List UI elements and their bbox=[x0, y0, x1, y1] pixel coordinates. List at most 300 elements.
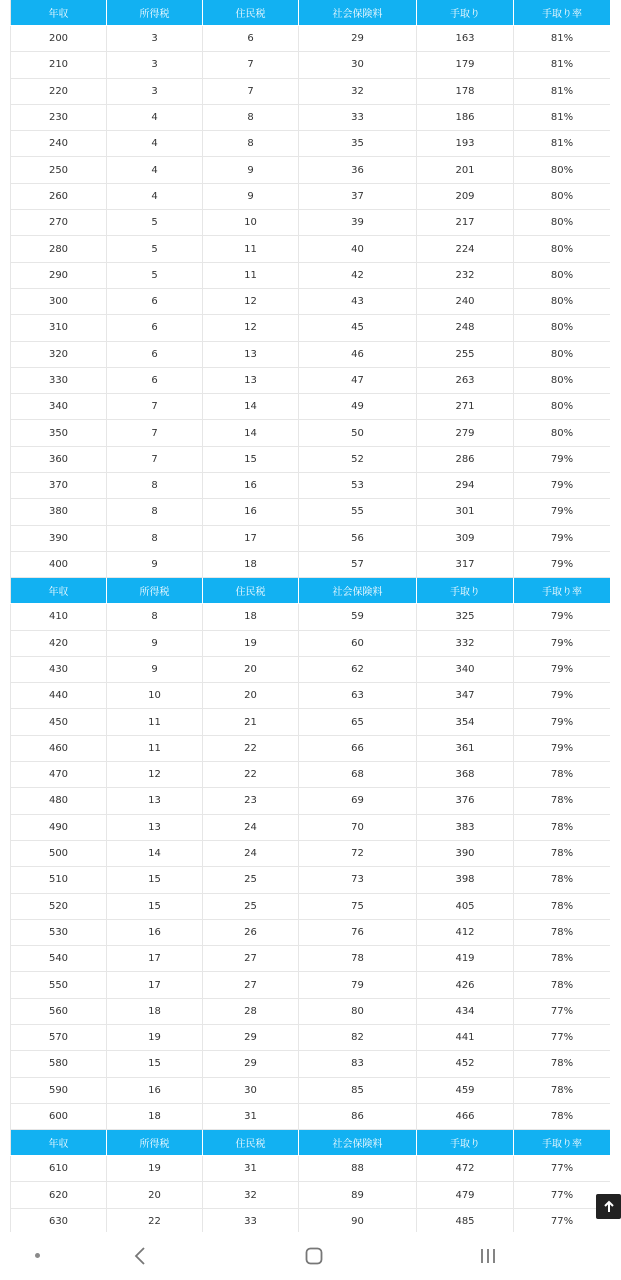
table-row bbox=[11, 262, 611, 288]
table-cell: 14 bbox=[107, 840, 203, 866]
table-cell: 220 bbox=[11, 78, 107, 104]
table-cell: 361 bbox=[417, 735, 514, 761]
table-cell: 36 bbox=[299, 157, 417, 183]
table-cell: 383 bbox=[417, 814, 514, 840]
table-cell: 16 bbox=[203, 499, 299, 525]
column-header: 年収 bbox=[11, 0, 107, 26]
column-header: 所得税 bbox=[107, 0, 203, 26]
column-header: 手取り率 bbox=[514, 1130, 611, 1156]
table-cell: 570 bbox=[11, 1024, 107, 1050]
column-header: 所得税 bbox=[107, 1130, 203, 1156]
table-cell: 90 bbox=[299, 1208, 417, 1232]
table-cell: 232 bbox=[417, 262, 514, 288]
table-cell: 15 bbox=[107, 867, 203, 893]
table-cell: 78% bbox=[514, 972, 611, 998]
table-cell: 350 bbox=[11, 420, 107, 446]
table-cell: 370 bbox=[11, 473, 107, 499]
table-cell: 8 bbox=[107, 604, 203, 630]
table-cell: 78% bbox=[514, 867, 611, 893]
table-cell: 78% bbox=[514, 814, 611, 840]
table-cell: 510 bbox=[11, 867, 107, 893]
table-cell: 78% bbox=[514, 840, 611, 866]
table-row bbox=[11, 919, 611, 945]
table-cell: 80% bbox=[514, 210, 611, 236]
table-cell: 4 bbox=[107, 131, 203, 157]
salary-table-body bbox=[11, 0, 611, 1232]
table-cell: 286 bbox=[417, 446, 514, 472]
table-row bbox=[11, 893, 611, 919]
table-cell: 78% bbox=[514, 946, 611, 972]
table-row bbox=[11, 1103, 611, 1129]
table-cell: 60 bbox=[299, 630, 417, 656]
table-row bbox=[11, 1077, 611, 1103]
column-header: 住民税 bbox=[203, 578, 299, 604]
table-row bbox=[11, 814, 611, 840]
table-cell: 9 bbox=[107, 656, 203, 682]
table-cell: 83 bbox=[299, 1051, 417, 1077]
table-cell: 630 bbox=[11, 1208, 107, 1232]
table-cell: 18 bbox=[203, 551, 299, 577]
table-cell: 79% bbox=[514, 499, 611, 525]
table-cell: 39 bbox=[299, 210, 417, 236]
table-cell: 12 bbox=[107, 762, 203, 788]
table-cell: 347 bbox=[417, 683, 514, 709]
column-header: 手取り bbox=[417, 0, 514, 26]
table-row bbox=[11, 131, 611, 157]
table-cell: 18 bbox=[107, 1103, 203, 1129]
table-cell: 25 bbox=[203, 867, 299, 893]
table-cell: 57 bbox=[299, 551, 417, 577]
table-cell: 86 bbox=[299, 1103, 417, 1129]
table-row bbox=[11, 946, 611, 972]
table-cell: 65 bbox=[299, 709, 417, 735]
scroll-to-top-button[interactable] bbox=[596, 1194, 621, 1219]
table-cell: 520 bbox=[11, 893, 107, 919]
table-cell: 63 bbox=[299, 683, 417, 709]
table-row bbox=[11, 26, 611, 52]
dot-icon bbox=[35, 1253, 40, 1258]
table-cell: 200 bbox=[11, 26, 107, 52]
table-row bbox=[11, 840, 611, 866]
table-cell: 31 bbox=[203, 1156, 299, 1182]
table-cell: 380 bbox=[11, 499, 107, 525]
table-row bbox=[11, 604, 611, 630]
table-cell: 560 bbox=[11, 998, 107, 1024]
table-cell: 79% bbox=[514, 525, 611, 551]
table-row bbox=[11, 788, 611, 814]
table-cell: 32 bbox=[299, 78, 417, 104]
table-cell: 80 bbox=[299, 998, 417, 1024]
column-header: 社会保険料 bbox=[299, 1130, 417, 1156]
table-cell: 77% bbox=[514, 1156, 611, 1182]
table-cell: 5 bbox=[107, 210, 203, 236]
table-cell: 340 bbox=[417, 656, 514, 682]
table-cell: 20 bbox=[203, 656, 299, 682]
table-header-row bbox=[11, 0, 611, 26]
table-row bbox=[11, 420, 611, 446]
table-cell: 470 bbox=[11, 762, 107, 788]
table-cell: 376 bbox=[417, 788, 514, 814]
table-cell: 16 bbox=[107, 919, 203, 945]
table-cell: 430 bbox=[11, 656, 107, 682]
table-cell: 179 bbox=[417, 52, 514, 78]
table-cell: 77% bbox=[514, 1024, 611, 1050]
table-cell: 280 bbox=[11, 236, 107, 262]
table-cell: 43 bbox=[299, 288, 417, 314]
table-cell: 460 bbox=[11, 735, 107, 761]
table-cell: 35 bbox=[299, 131, 417, 157]
table-cell: 279 bbox=[417, 420, 514, 446]
table-cell: 7 bbox=[203, 52, 299, 78]
table-cell: 5 bbox=[107, 262, 203, 288]
table-cell: 3 bbox=[107, 78, 203, 104]
table-cell: 20 bbox=[203, 683, 299, 709]
table-cell: 310 bbox=[11, 315, 107, 341]
table-cell: 29 bbox=[203, 1051, 299, 1077]
table-row bbox=[11, 78, 611, 104]
table-cell: 6 bbox=[107, 288, 203, 314]
system-navigation-bar bbox=[0, 1232, 621, 1280]
table-cell: 485 bbox=[417, 1208, 514, 1232]
column-header: 住民税 bbox=[203, 0, 299, 26]
table-cell: 79 bbox=[299, 972, 417, 998]
table-cell: 590 bbox=[11, 1077, 107, 1103]
column-header: 年収 bbox=[11, 1130, 107, 1156]
table-cell: 209 bbox=[417, 183, 514, 209]
table-cell: 78% bbox=[514, 762, 611, 788]
table-cell: 82 bbox=[299, 1024, 417, 1050]
table-cell: 620 bbox=[11, 1182, 107, 1208]
table-row bbox=[11, 656, 611, 682]
table-cell: 80% bbox=[514, 157, 611, 183]
table-cell: 309 bbox=[417, 525, 514, 551]
table-cell: 11 bbox=[203, 262, 299, 288]
table-cell: 480 bbox=[11, 788, 107, 814]
table-cell: 17 bbox=[107, 972, 203, 998]
table-cell: 78% bbox=[514, 919, 611, 945]
table-cell: 325 bbox=[417, 604, 514, 630]
table-cell: 80% bbox=[514, 236, 611, 262]
table-cell: 6 bbox=[203, 26, 299, 52]
table-cell: 8 bbox=[203, 131, 299, 157]
table-cell: 7 bbox=[107, 446, 203, 472]
column-header: 手取り率 bbox=[514, 0, 611, 26]
table-row bbox=[11, 867, 611, 893]
table-row bbox=[11, 236, 611, 262]
table-cell: 18 bbox=[203, 604, 299, 630]
table-cell: 186 bbox=[417, 104, 514, 130]
table-cell: 33 bbox=[203, 1208, 299, 1232]
table-cell: 70 bbox=[299, 814, 417, 840]
table-cell: 368 bbox=[417, 762, 514, 788]
table-cell: 610 bbox=[11, 1156, 107, 1182]
table-cell: 22 bbox=[203, 762, 299, 788]
table-cell: 40 bbox=[299, 236, 417, 262]
table-row bbox=[11, 341, 611, 367]
table-row bbox=[11, 525, 611, 551]
table-cell: 76 bbox=[299, 919, 417, 945]
table-cell: 217 bbox=[417, 210, 514, 236]
table-cell: 81% bbox=[514, 78, 611, 104]
table-cell: 270 bbox=[11, 210, 107, 236]
table-cell: 440 bbox=[11, 683, 107, 709]
table-cell: 12 bbox=[203, 315, 299, 341]
table-header-row bbox=[11, 1130, 611, 1156]
table-cell: 62 bbox=[299, 656, 417, 682]
table-cell: 81% bbox=[514, 52, 611, 78]
table-row bbox=[11, 446, 611, 472]
table-cell: 80% bbox=[514, 262, 611, 288]
table-cell: 320 bbox=[11, 341, 107, 367]
table-cell: 81% bbox=[514, 131, 611, 157]
back-chevron-icon[interactable] bbox=[132, 1245, 148, 1267]
table-row bbox=[11, 683, 611, 709]
table-cell: 250 bbox=[11, 157, 107, 183]
table-cell: 248 bbox=[417, 315, 514, 341]
table-cell: 240 bbox=[417, 288, 514, 314]
table-cell: 89 bbox=[299, 1182, 417, 1208]
table-cell: 56 bbox=[299, 525, 417, 551]
table-cell: 224 bbox=[417, 236, 514, 262]
table-row bbox=[11, 183, 611, 209]
table-cell: 3 bbox=[107, 52, 203, 78]
table-cell: 3 bbox=[107, 26, 203, 52]
column-header: 社会保険料 bbox=[299, 0, 417, 26]
table-cell: 6 bbox=[107, 315, 203, 341]
table-cell: 59 bbox=[299, 604, 417, 630]
table-cell: 201 bbox=[417, 157, 514, 183]
table-cell: 79% bbox=[514, 551, 611, 577]
column-header: 住民税 bbox=[203, 1130, 299, 1156]
table-row bbox=[11, 709, 611, 735]
table-cell: 210 bbox=[11, 52, 107, 78]
table-cell: 45 bbox=[299, 315, 417, 341]
table-header-row bbox=[11, 578, 611, 604]
table-cell: 193 bbox=[417, 131, 514, 157]
table-cell: 24 bbox=[203, 814, 299, 840]
table-cell: 10 bbox=[203, 210, 299, 236]
table-cell: 72 bbox=[299, 840, 417, 866]
table-cell: 80% bbox=[514, 341, 611, 367]
table-cell: 426 bbox=[417, 972, 514, 998]
table-cell: 69 bbox=[299, 788, 417, 814]
table-cell: 459 bbox=[417, 1077, 514, 1103]
table-cell: 163 bbox=[417, 26, 514, 52]
table-cell: 78% bbox=[514, 893, 611, 919]
table-cell: 80% bbox=[514, 315, 611, 341]
table-cell: 75 bbox=[299, 893, 417, 919]
table-cell: 550 bbox=[11, 972, 107, 998]
table-cell: 8 bbox=[107, 473, 203, 499]
table-cell: 19 bbox=[107, 1024, 203, 1050]
table-cell: 79% bbox=[514, 473, 611, 499]
table-cell: 405 bbox=[417, 893, 514, 919]
table-cell: 23 bbox=[203, 788, 299, 814]
table-cell: 20 bbox=[107, 1182, 203, 1208]
table-cell: 420 bbox=[11, 630, 107, 656]
table-cell: 79% bbox=[514, 709, 611, 735]
salary-table-container bbox=[10, 0, 610, 1232]
table-cell: 81% bbox=[514, 26, 611, 52]
table-cell: 340 bbox=[11, 394, 107, 420]
table-row bbox=[11, 998, 611, 1024]
table-cell: 11 bbox=[203, 236, 299, 262]
table-cell: 73 bbox=[299, 867, 417, 893]
table-cell: 55 bbox=[299, 499, 417, 525]
table-cell: 79% bbox=[514, 604, 611, 630]
table-cell: 8 bbox=[203, 104, 299, 130]
table-cell: 49 bbox=[299, 394, 417, 420]
table-cell: 9 bbox=[203, 157, 299, 183]
table-cell: 22 bbox=[203, 735, 299, 761]
table-cell: 330 bbox=[11, 367, 107, 393]
table-cell: 263 bbox=[417, 367, 514, 393]
table-cell: 419 bbox=[417, 946, 514, 972]
table-cell: 37 bbox=[299, 183, 417, 209]
table-cell: 240 bbox=[11, 131, 107, 157]
table-cell: 27 bbox=[203, 972, 299, 998]
table-cell: 79% bbox=[514, 683, 611, 709]
table-cell: 7 bbox=[107, 394, 203, 420]
table-cell: 398 bbox=[417, 867, 514, 893]
table-cell: 79% bbox=[514, 630, 611, 656]
table-cell: 580 bbox=[11, 1051, 107, 1077]
table-row bbox=[11, 972, 611, 998]
table-cell: 88 bbox=[299, 1156, 417, 1182]
table-cell: 68 bbox=[299, 762, 417, 788]
table-cell: 178 bbox=[417, 78, 514, 104]
table-row bbox=[11, 551, 611, 577]
table-cell: 79% bbox=[514, 735, 611, 761]
table-cell: 16 bbox=[203, 473, 299, 499]
table-cell: 13 bbox=[107, 814, 203, 840]
table-cell: 412 bbox=[417, 919, 514, 945]
table-cell: 4 bbox=[107, 157, 203, 183]
table-cell: 4 bbox=[107, 183, 203, 209]
table-cell: 13 bbox=[203, 367, 299, 393]
table-cell: 25 bbox=[203, 893, 299, 919]
table-cell: 10 bbox=[107, 683, 203, 709]
table-row bbox=[11, 499, 611, 525]
table-cell: 80% bbox=[514, 394, 611, 420]
table-cell: 540 bbox=[11, 946, 107, 972]
table-cell: 80% bbox=[514, 420, 611, 446]
table-cell: 13 bbox=[107, 788, 203, 814]
table-cell: 390 bbox=[417, 840, 514, 866]
table-row bbox=[11, 630, 611, 656]
table-cell: 6 bbox=[107, 341, 203, 367]
table-row bbox=[11, 104, 611, 130]
table-cell: 78% bbox=[514, 1103, 611, 1129]
table-cell: 78 bbox=[299, 946, 417, 972]
table-cell: 390 bbox=[11, 525, 107, 551]
table-cell: 85 bbox=[299, 1077, 417, 1103]
table-cell: 21 bbox=[203, 709, 299, 735]
table-row bbox=[11, 735, 611, 761]
table-row bbox=[11, 315, 611, 341]
table-cell: 271 bbox=[417, 394, 514, 420]
table-cell: 17 bbox=[107, 946, 203, 972]
table-cell: 7 bbox=[203, 78, 299, 104]
table-cell: 5 bbox=[107, 236, 203, 262]
table-cell: 42 bbox=[299, 262, 417, 288]
table-cell: 490 bbox=[11, 814, 107, 840]
table-cell: 17 bbox=[203, 525, 299, 551]
column-header: 年収 bbox=[11, 578, 107, 604]
table-cell: 80% bbox=[514, 183, 611, 209]
table-cell: 466 bbox=[417, 1103, 514, 1129]
home-icon[interactable] bbox=[304, 1246, 324, 1266]
column-header: 所得税 bbox=[107, 578, 203, 604]
table-cell: 11 bbox=[107, 709, 203, 735]
table-cell: 400 bbox=[11, 551, 107, 577]
table-cell: 52 bbox=[299, 446, 417, 472]
table-row bbox=[11, 1208, 611, 1232]
table-cell: 19 bbox=[203, 630, 299, 656]
table-cell: 530 bbox=[11, 919, 107, 945]
table-cell: 79% bbox=[514, 446, 611, 472]
table-cell: 9 bbox=[107, 630, 203, 656]
table-row bbox=[11, 52, 611, 78]
table-cell: 354 bbox=[417, 709, 514, 735]
table-cell: 18 bbox=[107, 998, 203, 1024]
table-cell: 8 bbox=[107, 499, 203, 525]
table-cell: 77% bbox=[514, 1182, 611, 1208]
table-row bbox=[11, 1182, 611, 1208]
table-cell: 8 bbox=[107, 525, 203, 551]
table-cell: 24 bbox=[203, 840, 299, 866]
table-cell: 32 bbox=[203, 1182, 299, 1208]
table-cell: 22 bbox=[107, 1208, 203, 1232]
table-cell: 9 bbox=[203, 183, 299, 209]
table-cell: 77% bbox=[514, 998, 611, 1024]
table-cell: 28 bbox=[203, 998, 299, 1024]
table-cell: 78% bbox=[514, 788, 611, 814]
table-cell: 7 bbox=[107, 420, 203, 446]
table-cell: 80% bbox=[514, 288, 611, 314]
table-cell: 300 bbox=[11, 288, 107, 314]
table-cell: 360 bbox=[11, 446, 107, 472]
table-cell: 27 bbox=[203, 946, 299, 972]
table-cell: 78% bbox=[514, 1077, 611, 1103]
column-header: 手取り率 bbox=[514, 578, 611, 604]
table-cell: 12 bbox=[203, 288, 299, 314]
table-cell: 47 bbox=[299, 367, 417, 393]
table-cell: 600 bbox=[11, 1103, 107, 1129]
recent-apps-icon[interactable] bbox=[478, 1246, 498, 1266]
table-row bbox=[11, 1024, 611, 1050]
table-cell: 19 bbox=[107, 1156, 203, 1182]
table-cell: 450 bbox=[11, 709, 107, 735]
table-cell: 14 bbox=[203, 394, 299, 420]
table-cell: 11 bbox=[107, 735, 203, 761]
table-cell: 50 bbox=[299, 420, 417, 446]
table-row bbox=[11, 157, 611, 183]
table-cell: 46 bbox=[299, 341, 417, 367]
arrow-up-icon bbox=[602, 1200, 616, 1214]
table-cell: 332 bbox=[417, 630, 514, 656]
salary-table bbox=[10, 0, 610, 1232]
table-cell: 30 bbox=[203, 1077, 299, 1103]
table-cell: 13 bbox=[203, 341, 299, 367]
table-cell: 255 bbox=[417, 341, 514, 367]
table-cell: 77% bbox=[514, 1208, 611, 1232]
table-row bbox=[11, 1051, 611, 1077]
table-cell: 14 bbox=[203, 420, 299, 446]
table-cell: 66 bbox=[299, 735, 417, 761]
table-cell: 230 bbox=[11, 104, 107, 130]
table-cell: 317 bbox=[417, 551, 514, 577]
